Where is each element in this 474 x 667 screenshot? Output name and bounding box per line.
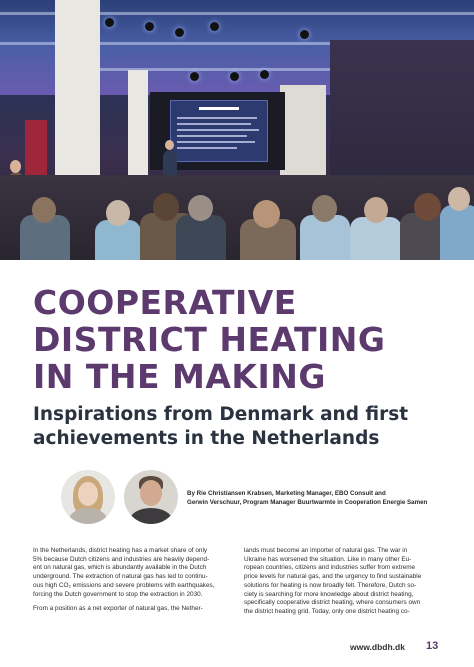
author-photo-gerwin bbox=[124, 470, 178, 524]
text-line: From a position as a net exporter of natural gas, the Nether- bbox=[33, 605, 203, 613]
paragraph bbox=[33, 547, 238, 599]
text-line: ciety is searching for more knowledge about district heating, bbox=[244, 590, 414, 598]
byline-line: By Rie Christiansen Krabsen, Marketing Manager, EBO Consult and bbox=[187, 490, 386, 497]
conference-photo bbox=[0, 0, 474, 260]
text-line: lands must become an importer of natural gas. The war in bbox=[244, 547, 408, 554]
article-subtitle bbox=[33, 403, 453, 451]
author-byline bbox=[187, 490, 457, 507]
body-column-left bbox=[33, 547, 238, 620]
text-line: underground. The extraction of natural gas has led to continu- bbox=[33, 573, 208, 581]
text-line: the district heating grid. Today, only one district heating co- bbox=[244, 607, 410, 615]
article-title bbox=[33, 284, 453, 395]
paragraph bbox=[33, 605, 238, 614]
author-photo-rie bbox=[61, 470, 115, 524]
text-line: specifically cooperative district heating, where consumers own bbox=[244, 599, 421, 607]
text-line: price levels for natural gas, and the urgency to find sustainable bbox=[244, 573, 422, 581]
text-line: In the Netherlands, district heating has a market share of only bbox=[33, 547, 208, 554]
body-column-right bbox=[244, 547, 449, 623]
title-line: IN THE MAKING bbox=[33, 357, 326, 396]
paragraph bbox=[244, 547, 449, 617]
projection-screen bbox=[170, 100, 268, 162]
audience bbox=[0, 175, 474, 260]
byline-line: Gerwin Verschuur, Program Manager Buurtwarmte in Cooperation Energie Samen bbox=[187, 498, 428, 506]
text-line: ent on natural gas, which is abundantly available in the Dutch bbox=[33, 564, 207, 572]
title-line: COOPERATIVE bbox=[33, 283, 297, 322]
website-link[interactable]: www.dbdh.dk bbox=[350, 642, 405, 652]
page-footer bbox=[350, 640, 450, 654]
text-line: solutions for heating is now broadly felt. Therefore, Dutch so- bbox=[244, 581, 417, 589]
title-line: DISTRICT HEATING bbox=[33, 320, 386, 359]
subtitle-line: Inspirations from Denmark and first bbox=[33, 404, 409, 425]
text-line: ropean countries, citizens and industries suffer from extreme bbox=[244, 564, 416, 572]
text-line: Ukraine has worsened the situation. Like in many other Eu- bbox=[244, 555, 412, 563]
text-line: ous high CO₂ emissions and severe problems with earthquakes, bbox=[33, 581, 215, 589]
subtitle-line: achievements in the Netherlands bbox=[33, 428, 380, 449]
text-line: forcing the Dutch government to stop the extraction in 2030. bbox=[33, 590, 203, 598]
text-line: 5% because Dutch citizens and industries are heavily depend- bbox=[33, 555, 210, 563]
page-number: 13 bbox=[426, 640, 439, 652]
